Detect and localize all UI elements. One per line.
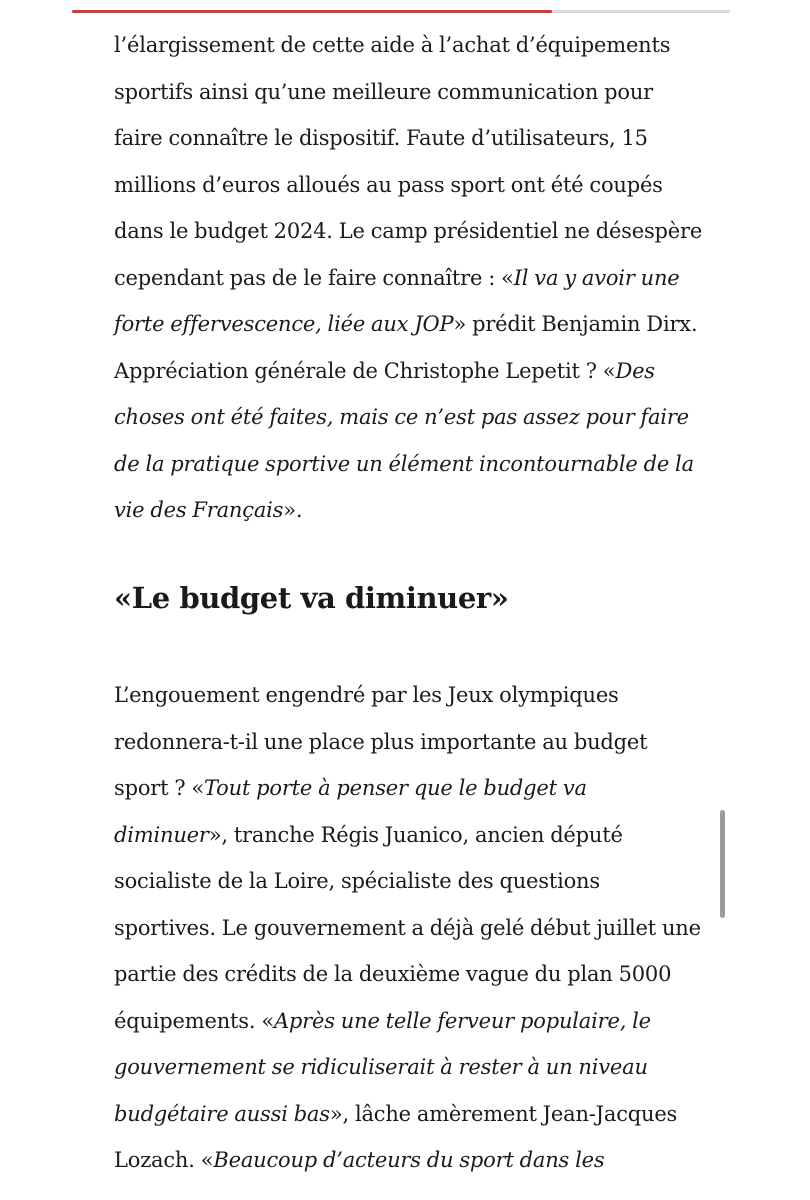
- quote-text: Des choses ont été faites, mais ce n’est pas assez pour faire de la pratique sportive un élément incontournable de la vie des Français: [114, 358, 694, 522]
- scrollbar-thumb[interactable]: [720, 810, 725, 918]
- article-body: [114, 22, 704, 1172]
- body-text: », lâche amèrement Jean-Jacques Lozach. «: [114, 1101, 678, 1172]
- body-text: » prédit Benjamin Dirx. Appréciation générale de Christophe Lepetit ? «: [114, 312, 698, 383]
- article-paragraph: [114, 22, 704, 534]
- quote-text: Il va y avoir une forte effervescence, liée aux JOP: [114, 265, 680, 336]
- quote-text: Beaucoup d’acteurs du sport dans les: [213, 1148, 605, 1172]
- quote-text: Tout porte à penser que le budget va diminuer: [114, 776, 587, 847]
- reading-progress-fill: [72, 10, 552, 13]
- reading-progress-bar: [72, 10, 730, 13]
- body-text: ».: [283, 498, 303, 522]
- body-text: », tranche Régis Juanico, ancien député socialiste de la Loire, spécialiste des questions sportives. Le gouvernement a déjà gelé début juillet une partie des crédits de la deuxième vague du plan 5000 équipements. «: [114, 822, 701, 1033]
- article-paragraph: [114, 672, 704, 1184]
- quote-text: Après une telle ferveur populaire, le gouvernement se ridiculiserait à rester à un niveau budgétaire aussi bas: [114, 1008, 651, 1126]
- section-heading: «Le budget va diminuer»: [114, 581, 509, 615]
- body-text: l’élargissement de cette aide à l’achat d’équipements sportifs ainsi qu’une meilleure communication pour faire connaître le dispositif. Faute d’utilisateurs, 15 millions d’euros alloués au pass sport ont été coupés dans le budget 2024. Le camp présidentiel ne désespère cependant pas de le faire connaître : «: [114, 33, 703, 290]
- body-text: L’engouement engendré par les Jeux olympiques redonnera-t-il une place plus importante au budget sport ? «: [114, 683, 648, 800]
